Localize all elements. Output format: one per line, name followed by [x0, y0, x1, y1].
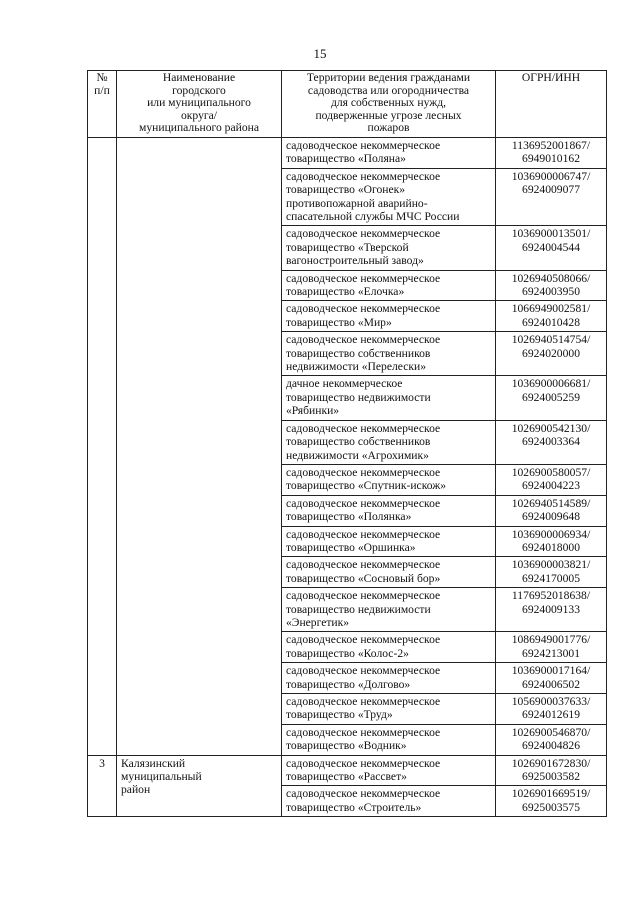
row-territory: садоводческое некоммерческое товарищество недвижимости «Энергетик» — [282, 588, 496, 632]
row-num: 3 — [88, 755, 117, 817]
row-territory: садоводческое некоммерческое товарищество «Сосновый бор» — [282, 557, 496, 588]
row-ogrn: 1026901669519/ 6925003575 — [496, 786, 607, 817]
row-ogrn: 1026900542130/ 6924003364 — [496, 420, 607, 464]
row-territory: садоводческое некоммерческое товарищество «Рассвет» — [282, 755, 496, 786]
row-district: Калязинский муниципальный район — [117, 755, 282, 817]
row-ogrn: 1036900017164/ 6924006502 — [496, 663, 607, 694]
row-territory: садоводческое некоммерческое товарищество собственников недвижимости «Агрохимик» — [282, 420, 496, 464]
table-body — [88, 137, 607, 816]
header-district: Наименование городского или муниципального округа/ муниципального района — [117, 71, 282, 138]
row-territory: садоводческое некоммерческое товарищество «Спутник-искож» — [282, 464, 496, 495]
row-territory: садоводческое некоммерческое товарищество «Тверской вагоностроительный завод» — [282, 226, 496, 270]
row-territory: садоводческое некоммерческое товарищество «Поляна» — [282, 137, 496, 168]
row-territory: садоводческое некоммерческое товарищество «Колос-2» — [282, 632, 496, 663]
row-ogrn: 1036900006681/ 6924005259 — [496, 376, 607, 420]
row-territory: дачное некоммерческое товарищество недвижимости «Рябинки» — [282, 376, 496, 420]
header-ogrn: ОГРН/ИНН — [496, 71, 607, 138]
row-num — [88, 137, 117, 755]
row-ogrn: 1036900003821/ 6924170005 — [496, 557, 607, 588]
row-territory: садоводческое некоммерческое товарищество «Труд» — [282, 694, 496, 725]
table-row — [88, 755, 607, 786]
row-territory: садоводческое некоммерческое товарищество «Долгово» — [282, 663, 496, 694]
row-territory: садоводческое некоммерческое товарищество собственников недвижимости «Перелески» — [282, 332, 496, 376]
row-territory: садоводческое некоммерческое товарищество «Водник» — [282, 724, 496, 755]
header-num: № п/п — [88, 71, 117, 138]
row-ogrn: 1136952001867/ 6949010162 — [496, 137, 607, 168]
row-ogrn: 1036900013501/ 6924004544 — [496, 226, 607, 270]
row-territory: садоводческое некоммерческое товарищество «Мир» — [282, 301, 496, 332]
row-ogrn: 1026940508066/ 6924003950 — [496, 270, 607, 301]
table-header-row — [88, 71, 607, 138]
row-ogrn: 1026940514754/ 6924020000 — [496, 332, 607, 376]
row-ogrn: 1066949002581/ 6924010428 — [496, 301, 607, 332]
row-territory: садоводческое некоммерческое товарищество «Оршинка» — [282, 526, 496, 557]
row-ogrn: 1056900037633/ 6924012619 — [496, 694, 607, 725]
row-ogrn: 1026940514589/ 6924009648 — [496, 495, 607, 526]
row-ogrn: 1026900546870/ 6924004826 — [496, 724, 607, 755]
row-ogrn: 1036900006934/ 6924018000 — [496, 526, 607, 557]
row-ogrn: 1026900580057/ 6924004223 — [496, 464, 607, 495]
row-ogrn: 1176952018638/ 6924009133 — [496, 588, 607, 632]
row-territory: садоводческое некоммерческое товарищество «Елочка» — [282, 270, 496, 301]
row-ogrn: 1036900006747/ 6924009077 — [496, 168, 607, 226]
row-ogrn: 1026901672830/ 6925003582 — [496, 755, 607, 786]
fire-risk-territories-table — [87, 70, 607, 817]
row-territory: садоводческое некоммерческое товарищество «Строитель» — [282, 786, 496, 817]
header-territory: Территории ведения гражданами садоводства или огородничества для собственных нужд, подверженные угрозе лесных пожаров — [282, 71, 496, 138]
row-district — [117, 137, 282, 755]
row-territory: садоводческое некоммерческое товарищество «Огонек» противопожарной аварийно- спасательной службы МЧС России — [282, 168, 496, 226]
table-row — [88, 137, 607, 168]
page-number: 15 — [313, 46, 327, 61]
row-territory: садоводческое некоммерческое товарищество «Полянка» — [282, 495, 496, 526]
row-ogrn: 1086949001776/ 6924213001 — [496, 632, 607, 663]
